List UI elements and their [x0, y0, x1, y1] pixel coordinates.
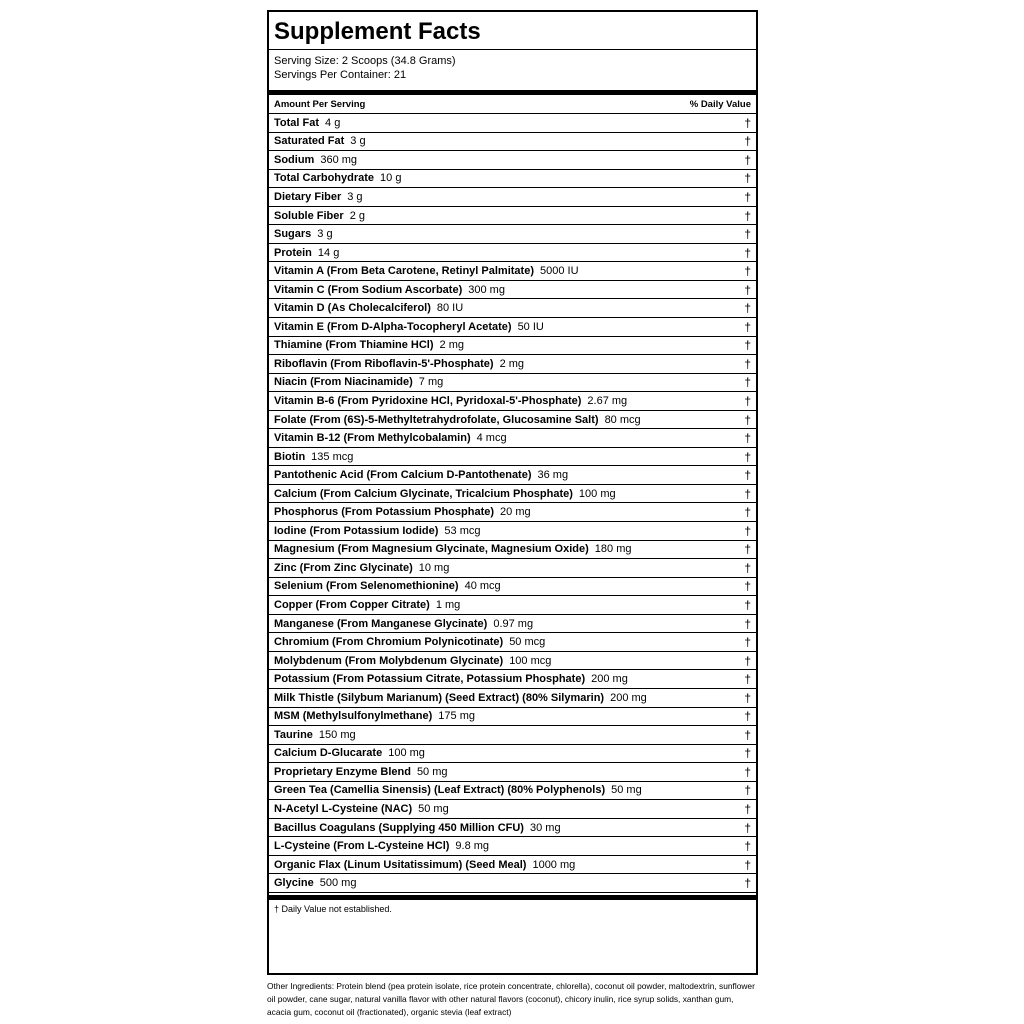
- nutrient-amount: 40 mcg: [464, 580, 501, 593]
- nutrient-label: [274, 655, 551, 667]
- nutrient-label: [274, 414, 641, 426]
- nutrient-label: [274, 636, 545, 648]
- nutrient-amount: 50 mcg: [509, 636, 546, 649]
- nutrient-label: [274, 284, 505, 296]
- nutrient-amount: 3 g: [350, 135, 366, 148]
- nutrient-row: [269, 337, 756, 356]
- nutrient-name: Calcium (From Calcium Glycinate, Tricalcium Phosphate): [274, 487, 573, 500]
- nutrient-row: [269, 318, 756, 337]
- daily-value-dagger: †: [744, 245, 751, 260]
- daily-value-dagger: †: [744, 319, 751, 334]
- daily-value-dagger: †: [744, 227, 751, 242]
- footnote: † Daily Value not established.: [274, 903, 392, 914]
- daily-value-dagger: †: [744, 616, 751, 631]
- daily-value-dagger: †: [744, 653, 751, 668]
- nutrient-amount: 100 mg: [578, 487, 616, 500]
- daily-value-dagger: †: [744, 264, 751, 279]
- nutrient-name: MSM (Methylsulfonylmethane): [274, 710, 433, 723]
- nutrient-amount: 2 g: [349, 209, 365, 222]
- nutrient-row: [269, 522, 756, 541]
- nutrient-name: Folate (From (6S)-5-Methyltetrahydrofolate, Glucosamine Salt): [274, 413, 599, 426]
- nutrient-name: Total Carbohydrate: [274, 172, 375, 185]
- nutrient-name: Organic Flax (Linum Usitatissimum) (Seed Meal): [274, 858, 527, 871]
- nutrient-row: [269, 392, 756, 411]
- nutrient-name: Sugars: [274, 228, 312, 241]
- nutrient-name: Dietary Fiber: [274, 190, 342, 203]
- nutrient-amount: 4 mcg: [476, 432, 507, 445]
- nutrient-amount: 30 mg: [529, 821, 561, 834]
- daily-value-dagger: †: [744, 431, 751, 446]
- nutrient-amount: 53 mcg: [444, 524, 481, 537]
- nutrient-label: [274, 766, 448, 778]
- nutrient-amount: 3 g: [317, 228, 333, 241]
- nutrient-row: [269, 225, 756, 244]
- nutrient-amount: 200 mg: [610, 691, 647, 704]
- nutrient-amount: 80 IU: [436, 302, 464, 315]
- nutrient-amount: 500 mg: [319, 877, 357, 890]
- nutrient-row: [269, 615, 756, 634]
- nutrient-name: Vitamin E (From D-Alpha-Tocopheryl Acetate): [274, 320, 512, 333]
- nutrient-name: Vitamin B-12 (From Methylcobalamin): [274, 432, 471, 445]
- nutrient-label: [274, 784, 642, 796]
- nutrient-row: [269, 819, 756, 838]
- nutrient-name: N-Acetyl L-Cysteine (NAC): [274, 803, 413, 815]
- nutrient-amount: 10 mg: [418, 561, 450, 574]
- nutrient-name: Soluble Fiber: [274, 209, 344, 222]
- nutrient-row: [269, 429, 756, 448]
- nutrient-amount: 100 mg: [388, 747, 425, 760]
- amount-per-serving-label: Amount Per Serving: [274, 98, 366, 110]
- nutrient-row: [269, 874, 756, 893]
- nutrient-label: [274, 692, 647, 704]
- nutrient-name: Molybdenum (From Molybdenum Glycinate): [274, 654, 504, 667]
- nutrient-name: Manganese (From Manganese Glycinate): [274, 617, 488, 630]
- daily-value-dagger: †: [744, 542, 751, 557]
- daily-value-dagger: †: [744, 189, 751, 204]
- nutrient-name: Selenium (From Selenomethionine): [274, 580, 459, 593]
- other-ingredients: Other Ingredients: Protein blend (pea protein isolate, rice protein concentrate, chlorella), coconut oil powder, maltodextrin, sunflower oil powder, cane sugar, natural vanilla flavor with other natural flavors (coconut), chicory inulin, rice syrup solids, xanthan gum, acacia gum, coconut oil (fractionated), organic stevia (leaf extract): [267, 981, 755, 1017]
- nutrient-name: Magnesium (From Magnesium Glycinate, Magnesium Oxide): [274, 543, 589, 556]
- nutrient-row: [269, 151, 756, 170]
- nutrient-row: [269, 763, 756, 782]
- daily-value-dagger: †: [744, 356, 751, 371]
- nutrient-label: [274, 302, 463, 314]
- nutrient-name: L-Cysteine (From L-Cysteine HCl): [274, 840, 450, 853]
- nutrient-name: Riboflavin (From Riboflavin-5'-Phosphate): [274, 357, 494, 370]
- nutrient-list: [269, 114, 756, 893]
- nutrient-label: [274, 172, 401, 184]
- daily-value-dagger: †: [744, 820, 751, 835]
- nutrient-label: [274, 618, 533, 630]
- nutrient-row: [269, 114, 756, 133]
- nutrient-row: [269, 856, 756, 875]
- nutrient-label: [274, 358, 524, 370]
- nutrient-label: [274, 543, 632, 555]
- panel-title: Supplement Facts: [269, 12, 756, 50]
- nutrient-row: [269, 466, 756, 485]
- nutrient-row: [269, 207, 756, 226]
- nutrient-row: [269, 299, 756, 318]
- nutrient-row: [269, 170, 756, 189]
- nutrient-amount: 180 mg: [594, 543, 632, 556]
- nutrient-amount: 20 mg: [500, 506, 531, 519]
- nutrient-name: Vitamin B-6 (From Pyridoxine HCl, Pyridoxal-5'-Phosphate): [274, 394, 582, 407]
- nutrient-row: [269, 708, 756, 727]
- daily-value-dagger: †: [744, 579, 751, 594]
- nutrient-label: [274, 154, 357, 166]
- nutrient-amount: 50 mg: [611, 784, 642, 797]
- daily-value-dagger: †: [744, 746, 751, 761]
- nutrient-label: [274, 321, 544, 333]
- daily-value-dagger: †: [744, 802, 751, 816]
- daily-value-dagger: †: [744, 338, 751, 353]
- nutrient-name: Calcium D-Glucarate: [274, 747, 383, 760]
- nutrient-amount: 36 mg: [537, 469, 569, 482]
- nutrient-name: Bacillus Coagulans (Supplying 450 Million CFU): [274, 821, 524, 834]
- nutrient-label: [274, 135, 366, 147]
- nutrient-label: [274, 191, 363, 203]
- nutrient-row: [269, 503, 756, 522]
- nutrient-row: [269, 745, 756, 764]
- nutrient-label: [274, 488, 616, 500]
- nutrient-amount: 7 mg: [418, 376, 444, 389]
- nutrient-name: Milk Thistle (Silybum Marianum) (Seed Extract) (80% Silymarin): [274, 691, 605, 704]
- nutrient-name: Pantothenic Acid (From Calcium D-Pantothenate): [274, 469, 532, 482]
- daily-value-dagger: †: [744, 839, 751, 854]
- nutrient-row: [269, 541, 756, 560]
- nutrient-label: [274, 339, 464, 351]
- daily-value-dagger: †: [744, 783, 751, 798]
- nutrient-amount: 1000 mg: [532, 858, 576, 871]
- nutrient-name: Niacin (From Niacinamide): [274, 376, 413, 389]
- nutrient-name: Biotin: [274, 450, 306, 463]
- nutrient-row: [269, 374, 756, 393]
- nutrient-row: [269, 355, 756, 374]
- nutrient-label: [274, 506, 531, 518]
- nutrient-label: [274, 562, 449, 574]
- nutrient-name: Green Tea (Camellia Sinensis) (Leaf Extract) (80% Polyphenols): [274, 784, 606, 797]
- nutrient-label: [274, 376, 443, 388]
- nutrient-name: Chromium (From Chromium Polynicotinate): [274, 636, 504, 649]
- nutrient-amount: 50 IU: [517, 320, 544, 333]
- nutrient-label: [274, 469, 568, 481]
- daily-value-dagger: †: [744, 115, 751, 130]
- daily-value-dagger: †: [744, 412, 751, 427]
- daily-value-dagger: †: [744, 764, 751, 779]
- nutrient-row: [269, 652, 756, 671]
- nutrient-row: [269, 800, 756, 819]
- nutrient-row: [269, 281, 756, 300]
- daily-value-dagger: †: [744, 560, 751, 575]
- nutrient-label: [274, 525, 480, 537]
- daily-value-dagger: †: [744, 709, 751, 724]
- nutrient-row: [269, 726, 756, 745]
- daily-value-dagger: †: [744, 152, 751, 167]
- nutrient-amount: 2.67 mg: [587, 394, 628, 407]
- nutrient-row: [269, 670, 756, 689]
- daily-value-dagger: †: [744, 134, 751, 149]
- nutrient-amount: 150 mg: [318, 728, 356, 741]
- nutrient-label: [274, 451, 353, 463]
- nutrient-amount: 14 g: [317, 246, 340, 259]
- nutrient-row: [269, 188, 756, 207]
- daily-value-dagger: †: [744, 301, 751, 316]
- nutrient-label: [274, 432, 507, 444]
- daily-value-label: % Daily Value: [689, 98, 751, 110]
- nutrient-amount: 50 mg: [416, 765, 448, 778]
- nutrient-amount: 1 mg: [435, 598, 461, 611]
- nutrient-label: [274, 840, 489, 852]
- daily-value-dagger: †: [744, 393, 751, 408]
- nutrient-amount: 4 g: [325, 116, 341, 129]
- nutrient-amount: 5000 IU: [539, 265, 579, 278]
- daily-value-dagger: †: [744, 876, 751, 891]
- nutrient-label: [274, 729, 356, 741]
- nutrient-name: Glycine: [274, 877, 314, 890]
- daily-value-dagger: †: [744, 468, 751, 483]
- nutrient-name: Protein: [274, 246, 312, 259]
- nutrient-label: [274, 599, 460, 611]
- nutrient-name: Taurine: [274, 728, 313, 741]
- nutrient-row: [269, 133, 756, 152]
- nutrient-name: Zinc (From Zinc Glycinate): [274, 561, 413, 574]
- nutrient-label: [274, 859, 575, 871]
- nutrient-row: [269, 411, 756, 430]
- nutrient-label: [274, 228, 333, 240]
- nutrient-label: [274, 117, 340, 129]
- nutrient-label: [274, 710, 475, 722]
- supplement-facts-panel: [267, 10, 758, 975]
- nutrient-label: [274, 247, 339, 259]
- nutrient-amount: 2 mg: [439, 339, 464, 352]
- nutrient-amount: 10 g: [380, 172, 402, 185]
- daily-value-dagger: †: [744, 857, 751, 872]
- nutrient-amount: 135 mcg: [311, 450, 354, 463]
- daily-value-dagger: †: [744, 208, 751, 223]
- nutrient-label: [274, 580, 501, 592]
- nutrient-name: Total Fat: [274, 116, 320, 129]
- daily-value-dagger: †: [744, 486, 751, 501]
- nutrient-label: [274, 395, 627, 407]
- daily-value-dagger: †: [744, 505, 751, 520]
- nutrient-amount: 360 mg: [320, 153, 358, 166]
- serving-size: Serving Size: 2 Scoops (34.8 Grams): [274, 55, 456, 67]
- nutrient-amount: 200 mg: [591, 673, 628, 686]
- amount-header: [269, 95, 756, 114]
- nutrient-name: Proprietary Enzyme Blend: [274, 765, 411, 778]
- nutrient-label: [274, 822, 561, 834]
- nutrient-amount: 80 mcg: [604, 413, 641, 426]
- nutrient-amount: 50 mg: [418, 803, 449, 815]
- servings-per-container: Servings Per Container: 21: [274, 69, 407, 81]
- nutrient-row: [269, 578, 756, 597]
- nutrient-row: [269, 485, 756, 504]
- nutrient-row: [269, 633, 756, 652]
- nutrient-amount: 175 mg: [438, 710, 475, 723]
- daily-value-dagger: †: [744, 672, 751, 687]
- nutrient-name: Vitamin C (From Sodium Ascorbate): [274, 283, 463, 296]
- daily-value-dagger: †: [744, 282, 751, 297]
- nutrient-label: [274, 210, 365, 222]
- nutrient-label: [274, 877, 356, 889]
- nutrient-amount: 100 mcg: [509, 654, 552, 667]
- daily-value-dagger: †: [744, 597, 751, 612]
- daily-value-dagger: †: [744, 449, 751, 464]
- nutrient-name: Iodine (From Potassium Iodide): [274, 524, 439, 537]
- nutrient-row: [269, 262, 756, 281]
- daily-value-dagger: †: [744, 635, 751, 650]
- nutrient-name: Potassium (From Potassium Citrate, Potassium Phosphate): [274, 673, 586, 686]
- nutrient-label: [274, 803, 449, 815]
- nutrient-amount: 300 mg: [468, 283, 505, 296]
- nutrient-amount: 3 g: [347, 190, 363, 203]
- nutrient-name: Saturated Fat: [274, 135, 345, 148]
- nutrient-row: [269, 559, 756, 578]
- nutrient-row: [269, 782, 756, 801]
- daily-value-dagger: †: [744, 690, 751, 705]
- daily-value-dagger: †: [744, 727, 751, 742]
- nutrient-name: Copper (From Copper Citrate): [274, 598, 430, 611]
- nutrient-row: [269, 596, 756, 615]
- nutrient-row: [269, 244, 756, 263]
- nutrient-name: Thiamine (From Thiamine HCl): [274, 339, 434, 352]
- nutrient-row: [269, 689, 756, 708]
- nutrient-name: Sodium: [274, 153, 315, 166]
- nutrient-name: Vitamin D (As Cholecalciferol): [274, 302, 431, 315]
- nutrient-label: [274, 265, 579, 277]
- nutrient-name: Phosphorus (From Potassium Phosphate): [274, 506, 495, 519]
- nutrient-amount: 9.8 mg: [455, 840, 490, 853]
- nutrient-row: [269, 837, 756, 856]
- daily-value-dagger: †: [744, 171, 751, 186]
- nutrient-amount: 2 mg: [499, 357, 525, 370]
- nutrient-row: [269, 448, 756, 467]
- nutrient-name: Vitamin A (From Beta Carotene, Retinyl Palmitate): [274, 265, 534, 278]
- nutrient-amount: 0.97 mg: [493, 617, 534, 630]
- serving-info: [269, 50, 756, 95]
- nutrient-label: [274, 673, 628, 685]
- daily-value-dagger: †: [744, 375, 751, 390]
- nutrient-label: [274, 747, 425, 759]
- daily-value-dagger: †: [744, 523, 751, 538]
